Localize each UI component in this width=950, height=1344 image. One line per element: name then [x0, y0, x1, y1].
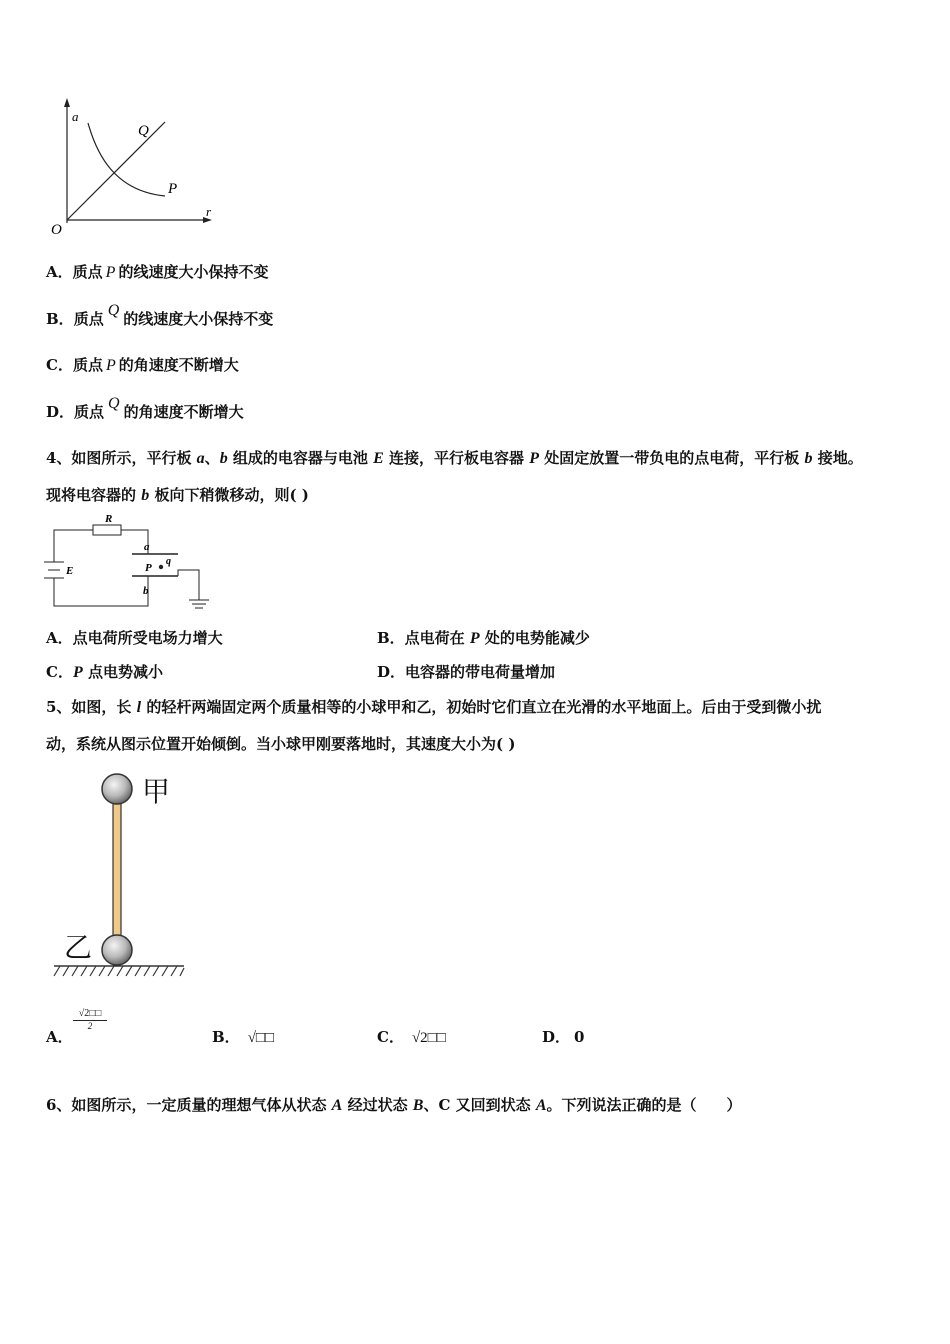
graph-ylabel: a	[72, 109, 79, 124]
circuit-label-a: a	[144, 541, 150, 553]
label-jia: 甲	[142, 775, 171, 808]
capacitor-circuit	[40, 512, 220, 617]
q3-option-c[interactable]: C．质点 P 的角速度不断增大	[46, 356, 239, 374]
circuit-label-q: q	[166, 556, 171, 567]
ball-yi	[102, 935, 132, 965]
graph-xlabel: r	[206, 204, 212, 219]
q3-option-d[interactable]: D．质点 Q 的角速度不断增大	[46, 395, 244, 421]
q5-stem-line1: 5、如图，长 l 的轻杆两端固定两个质量相等的小球甲和乙，初始时它们直立在光滑的水平地面上。后由于受到微小扰	[46, 698, 822, 716]
q5-option-c[interactable]: C． √2□□	[377, 1028, 446, 1046]
q3-option-a[interactable]: A．质点 P 的线速度大小保持不变	[46, 263, 269, 281]
label-yi: 乙	[64, 931, 93, 964]
graph-origin: O	[51, 222, 62, 238]
q5-option-c-expression: √2□□	[411, 1030, 446, 1046]
q5-option-b[interactable]: B． √□□	[212, 1028, 275, 1046]
q5-option-a[interactable]: A．	[46, 1028, 73, 1046]
resistor-R	[93, 525, 121, 535]
q4-option-a[interactable]: A．点电荷所受电场力增大	[46, 629, 223, 647]
q3-option-b[interactable]: B．质点 Q 的线速度大小保持不变	[46, 302, 274, 328]
fraction-denominator: 2	[87, 1021, 93, 1031]
q5-stem-line2: 动，系统从图示位置开始倾倒。当小球甲刚要落地时，其速度大小为( )	[46, 735, 516, 753]
q4-stem-line1: 4、如图所示，平行板 a、b 组成的电容器与电池 E 连接，平行板电容器 P 处固定放置一带负电的点电荷，平行板 b 接地。	[46, 449, 863, 467]
ball-jia	[102, 774, 132, 804]
graph-label-Q: Q	[138, 123, 149, 139]
q6-stem: 6、如图所示，一定质量的理想气体从状态 A 经过状态 B、C 又回到状态 A。下列说法正确的是（ ）	[46, 1096, 742, 1114]
a-r-graph	[45, 95, 225, 240]
fraction-numerator: √2□□	[73, 1008, 107, 1021]
point-charge-P	[159, 565, 163, 569]
q4-option-c[interactable]: C．P 点电势减小	[46, 663, 163, 681]
light-rod	[113, 800, 121, 950]
circuit-label-E: E	[66, 565, 74, 577]
circuit-label-b: b	[143, 585, 149, 597]
curve-Q-line	[67, 122, 165, 220]
graph-label-P: P	[168, 181, 178, 197]
q5-option-d[interactable]: D． 0	[542, 1028, 585, 1046]
q5-option-b-expression: √□□	[247, 1030, 275, 1046]
ground-wire	[178, 570, 199, 600]
circuit-wire-top	[54, 530, 93, 552]
circuit-label-R: R	[105, 513, 113, 525]
y-axis-arrow	[64, 98, 70, 107]
circuit-wire-bottom	[54, 576, 148, 606]
q4-stem-line2: 现将电容器的 b 板向下稍微移动，则( )	[46, 486, 309, 504]
q5-option-a-fraction	[73, 1008, 107, 1032]
q4-option-d[interactable]: D．电容器的带电荷量增加	[377, 663, 556, 681]
q4-option-b[interactable]: B．点电荷在 P 处的电势能减少	[377, 629, 590, 647]
circuit-label-P: P	[145, 562, 152, 574]
ground-hatching	[54, 966, 184, 976]
